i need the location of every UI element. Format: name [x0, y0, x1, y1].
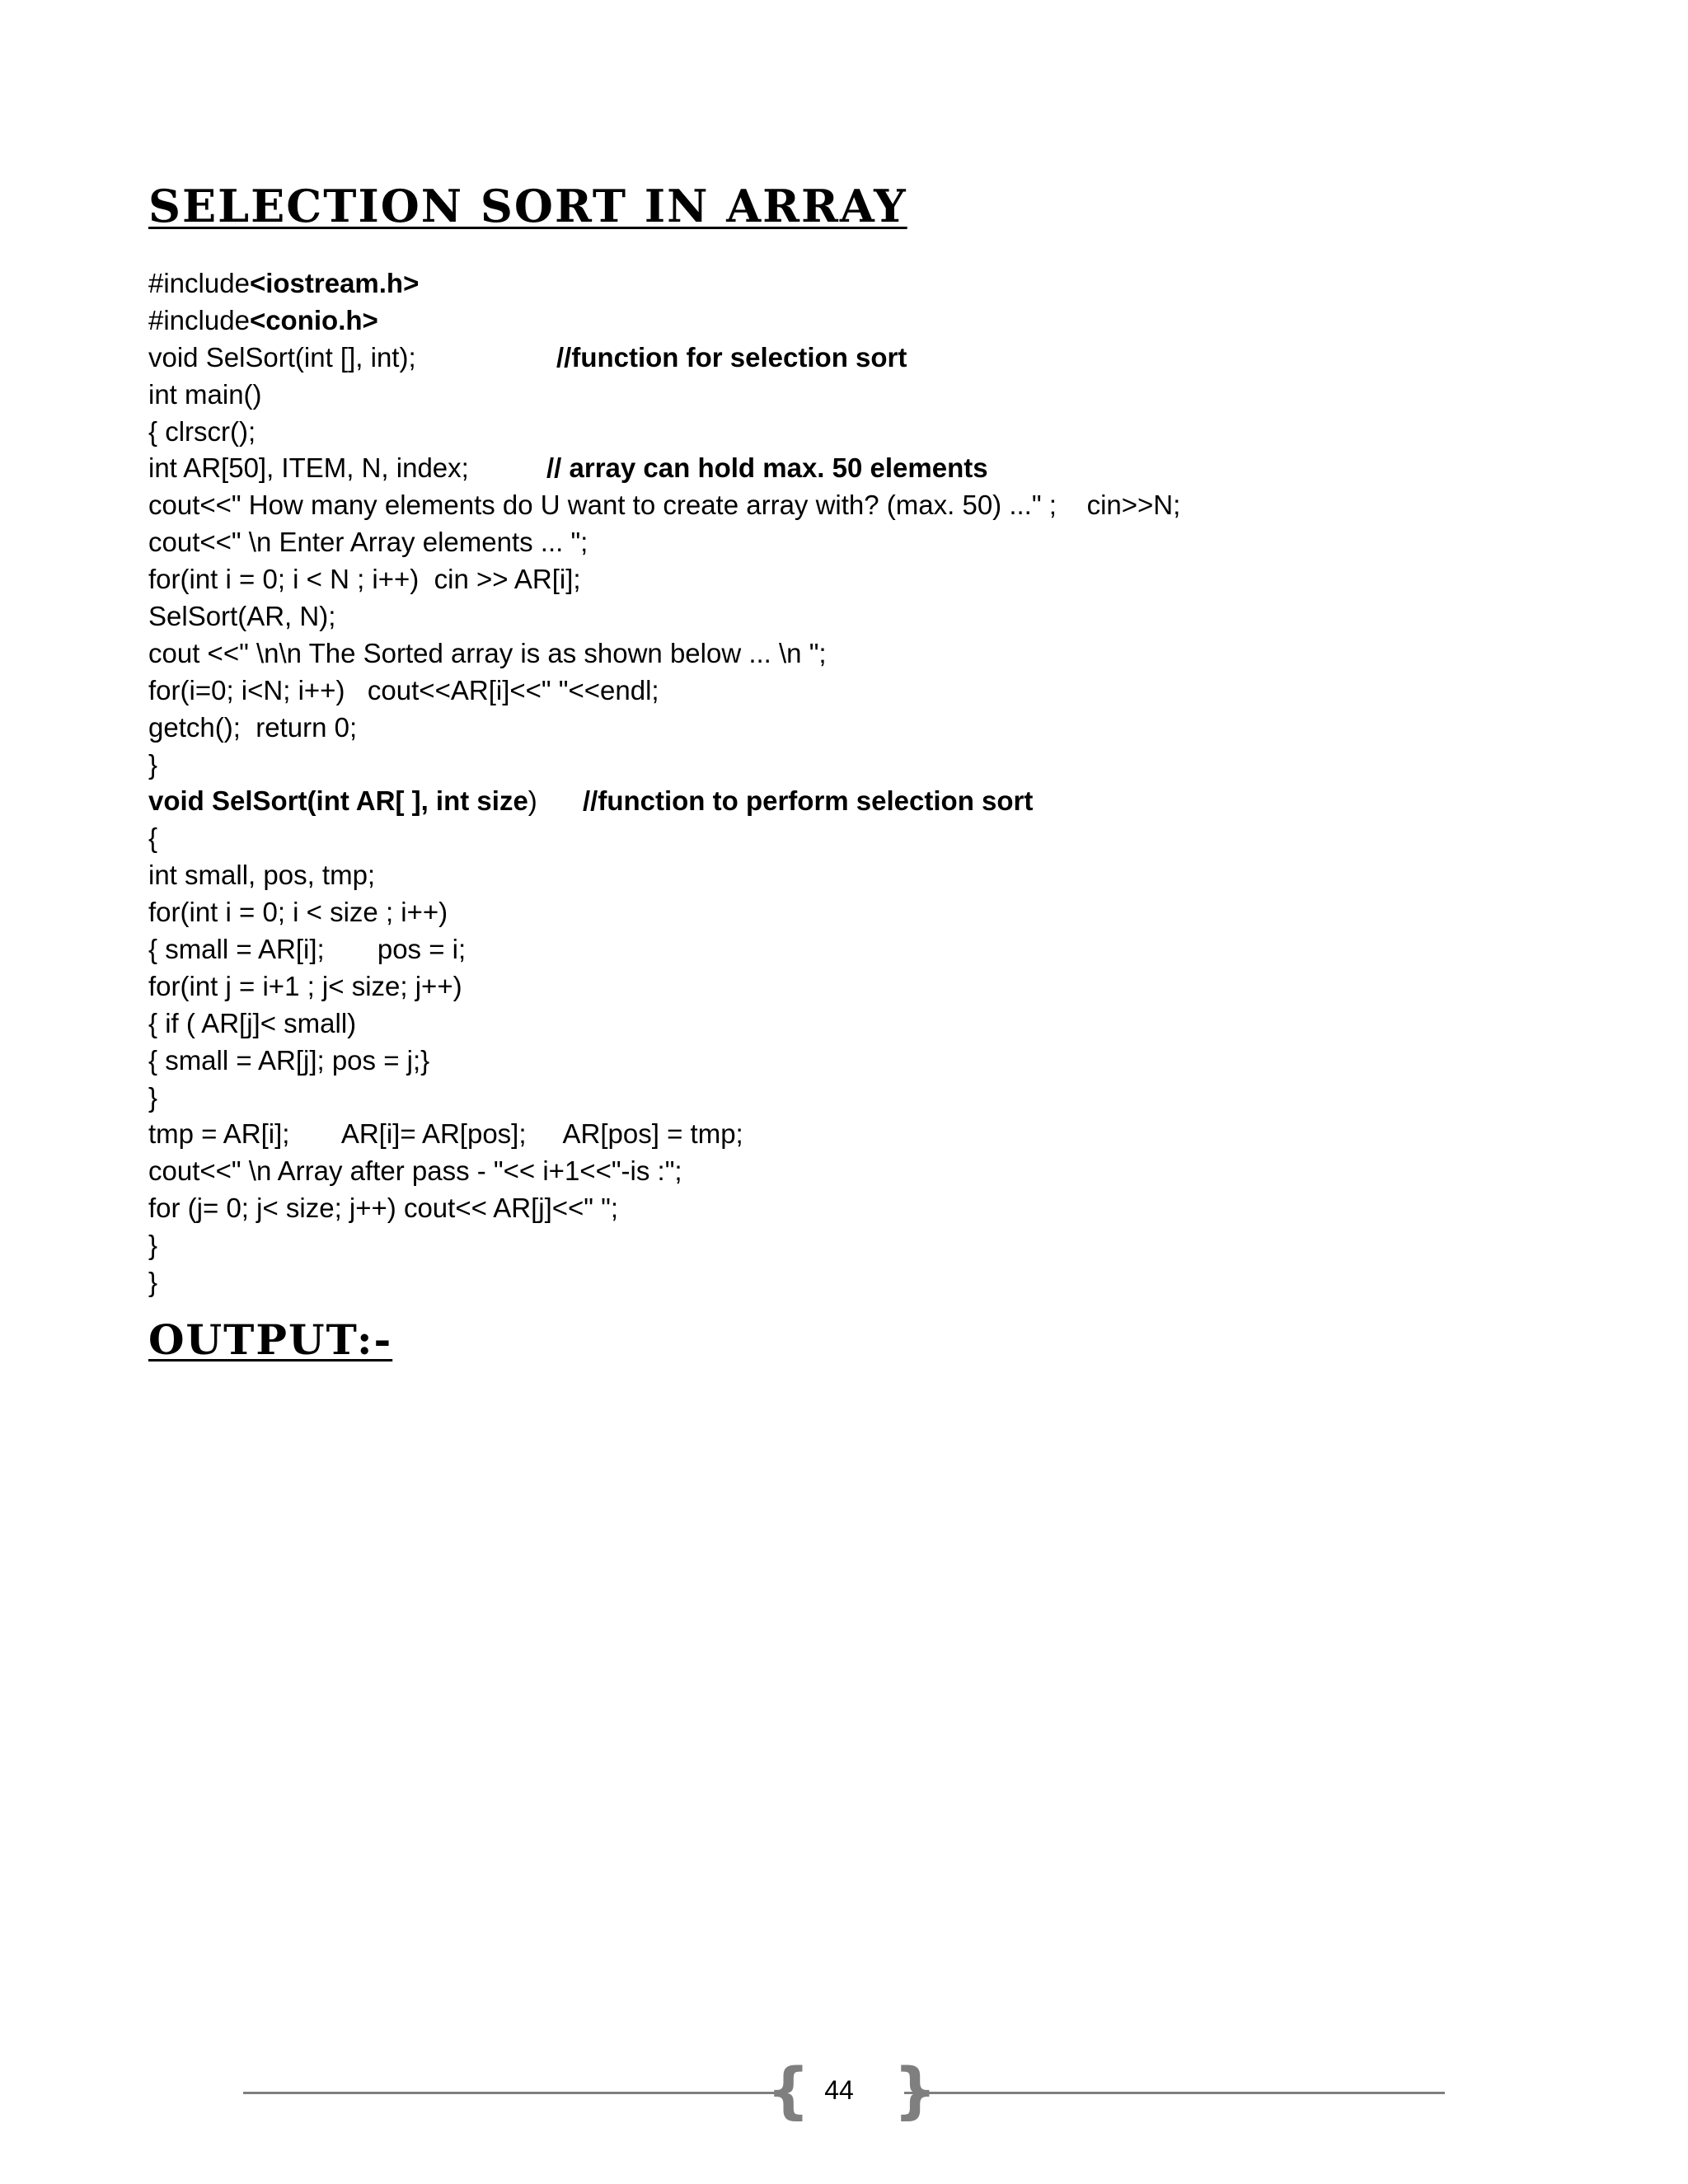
footer-rule-right [904, 2092, 1445, 2094]
code-line: SelSort(AR, N); [148, 601, 336, 632]
code-line [148, 265, 1632, 302]
left-brace-icon: { [767, 2055, 810, 2126]
code-line: } [148, 1267, 158, 1298]
code-line [148, 302, 1632, 340]
code-text: int AR[50], ITEM, N, index; [148, 452, 469, 484]
code-comment: //function to perform selection sort [583, 785, 1034, 817]
code-line: for(int i = 0; i < size ; i++) [148, 897, 448, 928]
code-line: { small = AR[i]; pos = i; [148, 934, 467, 965]
code-line: for (j= 0; j< size; j++) cout<< AR[j]<<" "; [148, 1193, 619, 1224]
code-line: tmp = AR[i]; AR[i]= AR[pos]; AR[pos] = tmp; [148, 1118, 743, 1150]
page-number: 44 [824, 2075, 854, 2105]
code-line: for(int i = 0; i < N ; i++) cin >> AR[i]; [148, 564, 581, 595]
code-text: #include [148, 304, 250, 335]
code-listing [148, 265, 1632, 1301]
code-bold-text: void SelSort(int AR[ ], int size [148, 785, 528, 817]
code-line: { [148, 823, 158, 854]
code-line: } [148, 1230, 158, 1261]
code-line: for(int j = i+1 ; j< size; j++) [148, 970, 462, 1001]
code-line: { clrscr(); [148, 415, 256, 447]
code-line: { small = AR[j]; pos = j;} [148, 1044, 430, 1076]
code-line: } [148, 748, 158, 780]
code-line: } [148, 1081, 158, 1113]
code-line: cout<<" \n Enter Array elements ... "; [148, 527, 588, 558]
code-line: { if ( AR[j]< small) [148, 1007, 357, 1038]
code-line: int small, pos, tmp; [148, 860, 376, 891]
code-text: void SelSort(int [], int); [148, 341, 416, 373]
right-brace-icon: } [893, 2055, 937, 2126]
code-line: cout<<" How many elements do U want to create array with? (max. 50) ..." ; cin>>N; [148, 490, 1181, 521]
code-line [148, 340, 1632, 377]
code-line: int main() [148, 378, 262, 410]
page-footer [0, 2055, 1688, 2126]
code-text: ) [528, 785, 537, 817]
code-line: getch(); return 0; [148, 711, 358, 743]
code-bold-text: <conio.h> [249, 304, 378, 335]
footer-rule-left [243, 2092, 775, 2094]
code-line [148, 783, 1632, 820]
code-line: cout<<" \n Array after pass - "<< i+1<<"-is :"; [148, 1155, 682, 1187]
output-heading: OUTPUT:- [148, 1315, 393, 1364]
code-line: for(i=0; i<N; i++) cout<<AR[i]<<" "<<endl; [148, 674, 659, 705]
code-comment: //function for selection sort [556, 341, 907, 373]
code-bold-text: <iostream.h> [249, 268, 420, 298]
code-line: cout <<" \n\n The Sorted array is as shown below ... \n "; [148, 637, 827, 668]
code-text: #include [148, 268, 250, 298]
code-comment: // array can hold max. 50 elements [546, 452, 988, 484]
code-line [148, 450, 1632, 487]
page-title: SELECTION SORT IN ARRAY [148, 180, 907, 232]
